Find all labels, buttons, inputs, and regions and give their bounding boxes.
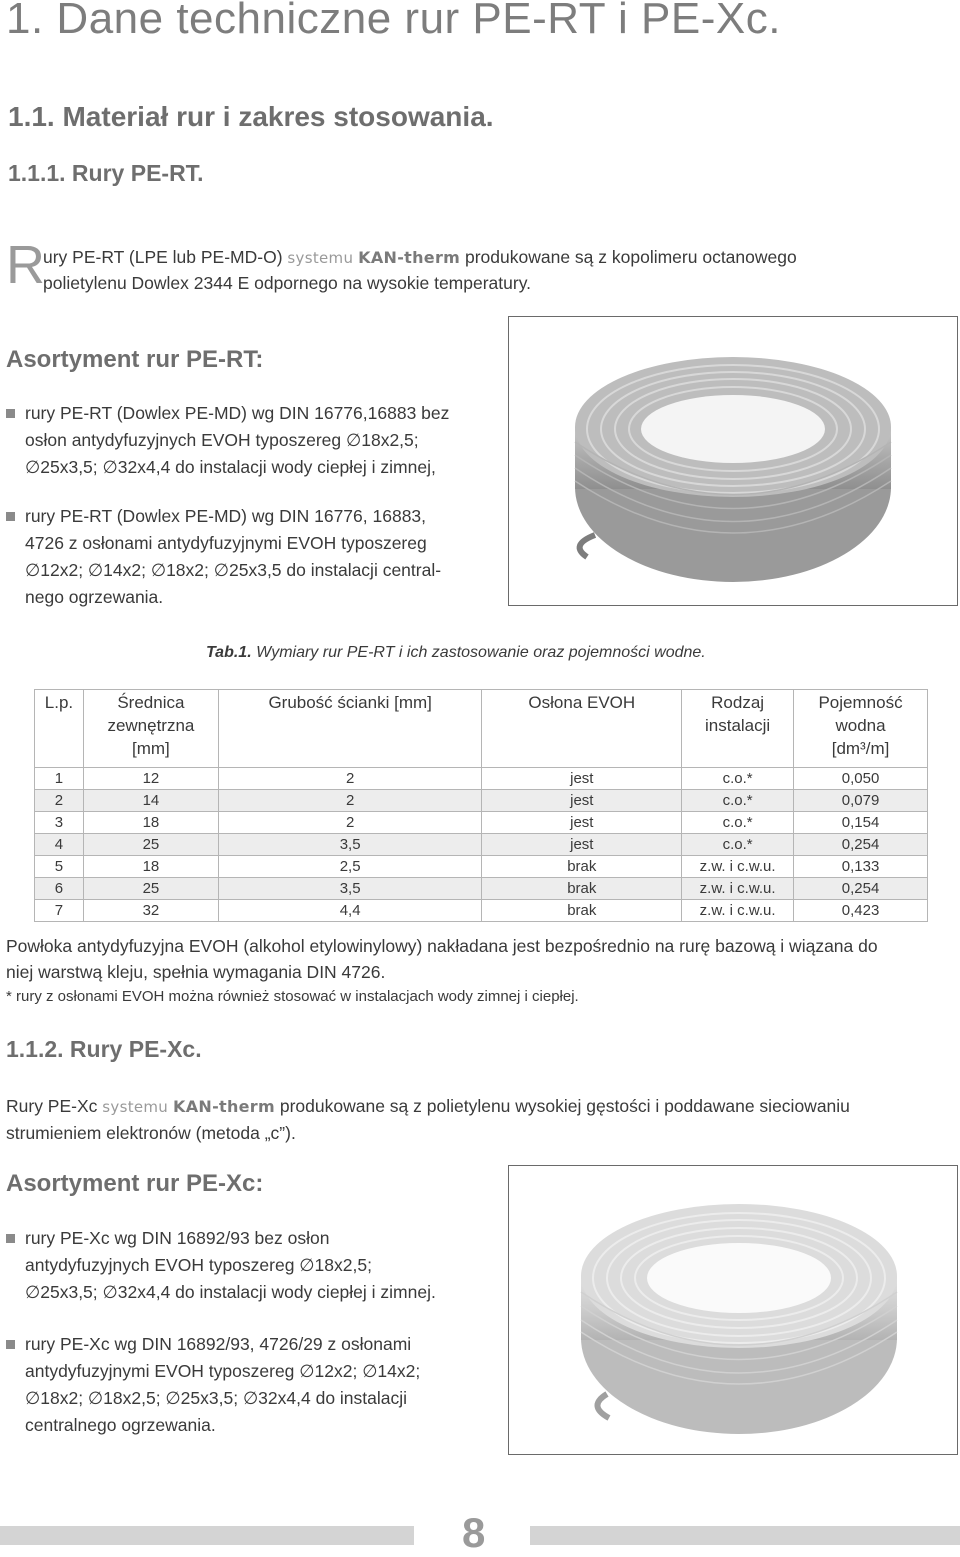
assortment-pe-rt-list [6, 400, 486, 611]
brand-system-label: systemu [102, 1098, 169, 1116]
footer-bar-left [0, 1526, 414, 1545]
brand-system-label: systemu [287, 249, 354, 267]
list-item: rury PE-Xc wg DIN 16892/93, 4726/29 z osłonami antydyfuzyjnymi EVOH typoszereg ∅12x2; ∅14x2; ∅18x2; ∅18x2,5; ∅25x3,5; ∅32x4,4 do instalacji centralnego ogrzewania. [6, 1331, 486, 1439]
table-row: 4 25 3,5 jest c.o.* 0,254 [35, 834, 928, 856]
intro-line-2: polietylenu Dowlex 2344 E odpornego na wysokie temperatury. [43, 273, 532, 293]
evoh-note-line-1: Powłoka antydyfuzyjna EVOH (alkohol etylowinylowy) nakładana jest bezpośrednio na rurę bazową i wiązana do [6, 936, 878, 956]
table-row: 3 18 2 jest c.o.* 0,154 [35, 812, 928, 834]
header-lp: L.p. [35, 690, 84, 768]
table-header-row [35, 690, 928, 768]
evoh-note-line-2: niej warstwą kleju, spełnia wymagania DIN 4726. [6, 962, 386, 982]
table-row: 7 32 4,4 brak z.w. i c.w.u. 0,423 [35, 900, 928, 922]
list-item: rury PE-RT (Dowlex PE-MD) wg DIN 16776,16883 bez osłon antydyfuzyjnych EVOH typoszereg ∅18x2,5; ∅25x3,5; ∅32x4,4 do instalacji wody ciepłej i zimnej, [6, 400, 486, 481]
header-water-capacity: Pojemność wodna [dm³/m] [794, 690, 928, 768]
assortment-pe-xc-title: Asortyment rur PE-Xc: [6, 1170, 264, 1197]
table-row: 2 14 2 jest c.o.* 0,079 [35, 790, 928, 812]
pipe-coil-icon [509, 317, 957, 605]
pipe-dimensions-table [34, 689, 928, 922]
subsection-heading-pe-rt: 1.1.1. Rury PE-RT. [8, 160, 204, 186]
table-row: 6 25 3,5 brak z.w. i c.w.u. 0,254 [35, 878, 928, 900]
pe-rt-pipe-coil-image [508, 316, 958, 606]
assortment-pe-xc-list [6, 1225, 486, 1439]
brand-logo-text: KAN-therm [358, 248, 461, 267]
table-row: 1 12 2 jest c.o.* 0,050 [35, 768, 928, 790]
brand-logo-text: KAN-therm [173, 1097, 275, 1116]
subsection-heading-pe-xc: 1.1.2. Rury PE-Xc. [6, 1036, 202, 1062]
page-title: 1. Dane techniczne rur PE-RT i PE-Xc. [6, 0, 781, 43]
header-diameter: Średnica zewnętrzna [mm] [83, 690, 218, 768]
table-row: 5 18 2,5 brak z.w. i c.w.u. 0,133 [35, 856, 928, 878]
intro-text-cont: produkowane są z kopolimeru octanowego [464, 247, 797, 267]
list-item: rury PE-Xc wg DIN 16892/93 bez osłon antydyfuzyjnych EVOH typoszereg ∅18x2,5; ∅25x3,5; ∅32x4,4 do instalacji wody ciepłej i zimnej. [6, 1225, 486, 1306]
footnote: * rury z osłonami EVOH można również stosować w instalacjach wody zimnej i ciepłej. [6, 988, 579, 1005]
list-item: rury PE-RT (Dowlex PE-MD) wg DIN 16776, 16883, 4726 z osłonami antydyfuzyjnymi EVOH typoszereg ∅12x2; ∅14x2; ∅18x2; ∅25x3,5 do instalacji central- nego ogrzewania. [6, 503, 486, 611]
pexc-intro-line-2: strumieniem elektronów (metoda „c”). [6, 1123, 296, 1143]
header-wall-thickness: Grubość ścianki [mm] [218, 690, 482, 768]
pe-xc-pipe-coil-image [508, 1165, 958, 1455]
header-evoh: Osłona EVOH [482, 690, 682, 768]
table-caption: Tab.1. Wymiary rur PE-RT i ich zastosowanie oraz pojemności wodne. [206, 644, 706, 661]
page-number: 8 [462, 1509, 486, 1556]
intro-line-1 [43, 244, 957, 271]
header-installation-type: Rodzaj instalacji [682, 690, 794, 768]
pipe-coil-icon [509, 1166, 957, 1454]
footer-bar-right [530, 1526, 960, 1545]
pexc-intro-line-1: Rury PE-Xc systemu KAN-therm produkowane są z polietylenu wysokiej gęstości i poddawane sieciowaniu [6, 1096, 850, 1116]
section-heading: 1.1. Materiał rur i zakres stosowania. [8, 101, 494, 132]
drop-cap: R [6, 235, 45, 295]
assortment-pe-rt-title: Asortyment rur PE-RT: [6, 346, 264, 373]
intro-text: ury PE-RT (LPE lub PE-MD-O) [43, 247, 283, 267]
